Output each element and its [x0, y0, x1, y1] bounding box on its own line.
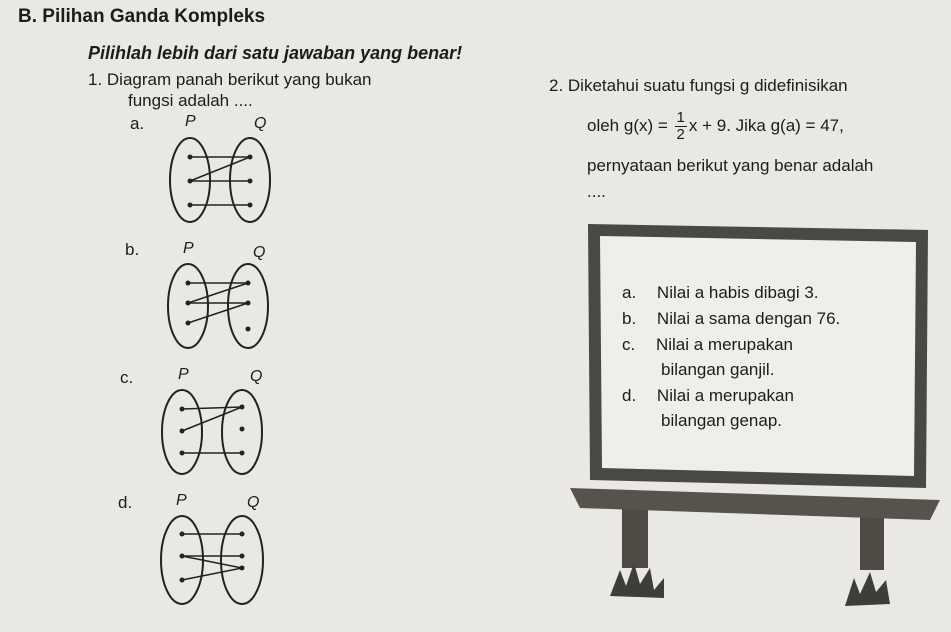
q1-option-c-p-label: P	[178, 366, 189, 383]
section-title: B. Pilihan Ganda Kompleks	[18, 6, 266, 27]
q1-option-a-p-label: P	[185, 113, 196, 130]
q1-option-b-letter: b.	[125, 240, 140, 259]
q2-choice-d	[622, 386, 794, 406]
q1-option-a-letter: a.	[130, 114, 145, 133]
q2-text-line1: 2. Diketahui suatu fungsi g didefinisikan	[549, 76, 848, 95]
q2-choice-d-cont: bilangan genap.	[661, 411, 783, 430]
q2-choice-a	[622, 283, 819, 303]
q1-option-d-arrow-diagram	[150, 512, 280, 612]
q1-option-b-q-label: Q	[253, 244, 266, 261]
q2-text-line4: ....	[587, 182, 606, 201]
q1-option-d-q-label: Q	[247, 494, 260, 511]
q1-text-line1: 1. Diagram panah berikut yang bukan	[88, 70, 372, 89]
q1-option-a-q-label: Q	[254, 115, 267, 132]
q1-option-d-letter: d.	[118, 493, 133, 512]
q1-option-c-letter: c.	[120, 368, 134, 387]
q2-choice-b-letter: b.	[622, 309, 637, 328]
q2-fraction-denominator: 2	[676, 126, 685, 143]
q2-choice-a-letter: a.	[622, 283, 637, 302]
q2-formula-suffix: x + 9. Jika g(a) = 47,	[688, 115, 844, 135]
q1-option-c-q-label: Q	[250, 368, 263, 385]
q2-choice-d-letter: d.	[622, 386, 637, 405]
q2-fraction	[675, 110, 687, 143]
q2-formula-prefix: oleh g(x) =	[587, 115, 673, 135]
q2-choice-c-cont: bilangan ganjil.	[661, 360, 775, 379]
q1-option-c-arrow-diagram	[152, 385, 277, 480]
grass-right	[845, 572, 890, 606]
q2-text-line2	[587, 110, 844, 143]
q2-choice-b-text: Nilai a sama dengan 76.	[656, 309, 841, 328]
q2-choice-b	[622, 309, 840, 329]
q2-fraction-numerator: 1	[676, 109, 685, 126]
q1-option-a-arrow-diagram	[160, 133, 285, 228]
q1-option-d-p-label: P	[176, 492, 187, 509]
instruction: Pilihlah lebih dari satu jawaban yang benar!	[88, 43, 463, 63]
board-face	[600, 236, 916, 476]
q1-text-line2: fungsi adalah ....	[128, 91, 253, 110]
grass-left	[610, 563, 664, 598]
q1-option-b-p-label: P	[183, 240, 194, 257]
q2-choice-a-text: Nilai a habis dibagi 3.	[656, 283, 819, 302]
q2-choice-c	[622, 335, 793, 355]
q2-choice-d-text: Nilai a merupakan	[656, 386, 794, 405]
q2-text-line3: pernyataan berikut yang benar adalah	[587, 156, 874, 175]
q2-choice-c-text: Nilai a merupakan	[655, 335, 793, 354]
q1-option-b-arrow-diagram	[158, 259, 283, 354]
q2-choice-c-letter: c.	[622, 335, 636, 354]
